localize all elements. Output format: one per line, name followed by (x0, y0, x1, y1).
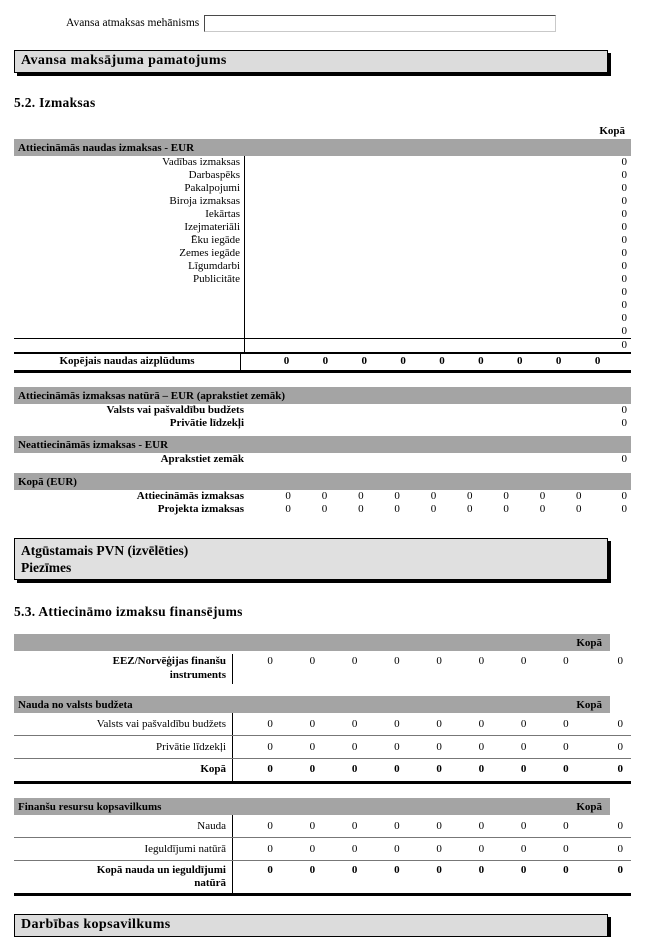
table-row (14, 713, 631, 736)
state-budget-table (14, 713, 631, 784)
section-bar-financial-summary (14, 798, 610, 815)
value-cell: 0 (436, 718, 442, 730)
value-cell: 0 (430, 503, 437, 515)
row-value: 0 (621, 234, 627, 246)
section-bar-label: Finanšu resursu kopsavilkums (18, 800, 162, 813)
advance-mechanism-label: Avansa atmaksas mehānisms (66, 17, 200, 29)
financial-summary-table (14, 815, 631, 896)
value-cell: 0 (478, 718, 485, 730)
value-cell: 0 (394, 741, 400, 753)
row-value: 0 (621, 182, 627, 194)
table-row (14, 195, 631, 208)
table-row (14, 404, 631, 417)
row-value: 0 (621, 260, 627, 272)
value-cells (241, 354, 631, 370)
table-total-row (14, 861, 631, 896)
value-cell: 0 (467, 503, 473, 515)
value-cell: 0 (285, 503, 291, 515)
value-cell: 0 (478, 355, 484, 367)
value-cell: 0 (309, 843, 316, 855)
value-cell: 0 (358, 490, 364, 502)
row-label (14, 299, 245, 312)
value-cell: 0 (321, 490, 328, 502)
value-cell: 0 (539, 490, 546, 502)
table-row (14, 156, 631, 169)
value-cell: 0 (576, 503, 582, 515)
row-value: 0 (621, 169, 627, 181)
value-cell: 0 (594, 355, 601, 367)
kopa-column-header: Kopā (599, 125, 625, 137)
value-cell: 0 (436, 655, 442, 667)
total-row-label: Kopējais naudas aizplūdums (14, 354, 241, 370)
section-bar-cash-costs (14, 139, 631, 156)
value-cell: 0 (520, 741, 527, 753)
table-row (14, 490, 631, 503)
table-row (14, 286, 631, 299)
value-cells (233, 815, 587, 837)
value-cell: 0 (351, 843, 358, 855)
row-label: Publicitāte (14, 273, 245, 286)
row-value: 0 (621, 404, 627, 416)
row-label (14, 286, 245, 299)
total-row-label: Kopā (14, 759, 233, 781)
row-total-value: 0 (617, 864, 623, 876)
table-row (14, 299, 631, 312)
row-value: 0 (621, 299, 627, 311)
value-cell: 0 (361, 355, 367, 367)
value-cell: 0 (478, 843, 485, 855)
value-cell: 0 (503, 490, 509, 502)
table-row (14, 221, 631, 234)
value-cells (233, 736, 587, 758)
value-cell: 0 (520, 763, 527, 775)
value-cell: 0 (267, 655, 273, 667)
value-cell: 0 (394, 503, 400, 515)
table-row (14, 338, 631, 352)
table-row (14, 417, 631, 430)
value-cell: 0 (285, 490, 291, 502)
table-row (14, 260, 631, 273)
row-label: Aprakstiet zemāk (160, 453, 244, 465)
section-bar-label: Kopā (EUR) (18, 475, 77, 488)
row-total-value: 0 (617, 763, 623, 775)
value-cell: 0 (309, 718, 316, 730)
value-cell: 0 (503, 503, 509, 515)
value-cell: 0 (309, 655, 316, 667)
table-row (14, 312, 631, 325)
value-cell: 0 (309, 864, 316, 876)
row-total-value: 0 (621, 490, 627, 502)
value-cell: 0 (563, 820, 569, 832)
value-cell: 0 (436, 864, 442, 876)
value-cell: 0 (478, 655, 485, 667)
value-cell: 0 (400, 355, 406, 367)
value-cell: 0 (394, 490, 400, 502)
value-cell: 0 (358, 503, 364, 515)
row-label: Biroja izmaksas (14, 195, 245, 208)
section-bar-inkind-costs (14, 387, 631, 404)
value-cell: 0 (351, 763, 358, 775)
total-row-label-line1: Kopā nauda un ieguldījumi (96, 864, 226, 876)
row-label-line2: instruments (169, 669, 226, 681)
table-row (14, 273, 631, 286)
row-total-value: 0 (617, 843, 623, 855)
row-label-line1: EEZ/Norvēģijas finanšu (112, 655, 226, 667)
row-label: Projekta izmaksas (157, 503, 244, 515)
total-row-label-line2: natūrā (194, 877, 226, 889)
table-row (14, 815, 631, 838)
value-cell: 0 (430, 490, 437, 502)
row-value: 0 (621, 325, 627, 337)
value-cells (233, 713, 587, 735)
table-row (14, 838, 631, 861)
banner-payment-justification: Avansa maksājuma pamatojums (14, 50, 608, 73)
value-cell: 0 (517, 355, 523, 367)
row-label: Ieguldījumi natūrā (14, 838, 233, 860)
value-cell: 0 (436, 820, 442, 832)
row-label: Valsts vai pašvaldību budžets (106, 404, 244, 416)
value-cell: 0 (478, 820, 485, 832)
value-cell: 0 (351, 741, 358, 753)
vat-select-label[interactable]: Atgūstamais PVN (izvēlēties) (21, 543, 189, 558)
row-label: Ēku iegāde (14, 234, 245, 247)
value-cell: 0 (520, 820, 527, 832)
value-cell: 0 (563, 843, 569, 855)
row-label: Vadības izmaksas (14, 156, 245, 169)
row-label (14, 312, 245, 325)
value-cells (233, 861, 587, 893)
row-label (14, 339, 245, 352)
value-cell: 0 (436, 843, 442, 855)
table-row (14, 503, 631, 516)
section-bar-total-eur (14, 473, 631, 490)
value-cells (248, 490, 597, 503)
value-cell: 0 (394, 820, 400, 832)
row-value: 0 (621, 453, 627, 465)
row-value: 0 (621, 221, 627, 233)
value-cell: 0 (267, 763, 273, 775)
value-cell: 0 (563, 864, 569, 876)
row-label: Nauda (14, 815, 233, 837)
row-value: 0 (621, 195, 627, 207)
value-cells (233, 759, 587, 781)
table-row (14, 453, 631, 466)
row-total-value: 0 (617, 820, 623, 832)
value-cell: 0 (555, 355, 562, 367)
value-cell: 0 (351, 820, 358, 832)
row-value: 0 (621, 417, 627, 429)
row-total-value: 0 (617, 741, 623, 753)
section-bar-label: Nauda no valsts budžeta (18, 698, 133, 711)
section-heading-52: 5.2. Izmaksas (14, 95, 96, 110)
value-cell: 0 (394, 763, 400, 775)
banner-activity-summary: Darbības kopsavilkums (14, 914, 608, 937)
row-value: 0 (621, 339, 627, 351)
value-cell: 0 (520, 843, 527, 855)
table-row (14, 234, 631, 247)
value-cell: 0 (520, 864, 527, 876)
value-cell: 0 (563, 655, 569, 667)
value-cell: 0 (267, 843, 273, 855)
kopa-column-header: Kopā (576, 698, 602, 711)
section-bar-state-budget (14, 696, 610, 713)
section-bar-label: Attiecināmās naudas izmaksas - EUR (18, 141, 195, 154)
value-cell: 0 (309, 741, 316, 753)
section-heading-53: 5.3. Attiecināmo izmaksu finansējums (14, 604, 243, 619)
row-total-value: 0 (621, 503, 627, 515)
row-value: 0 (621, 273, 627, 285)
row-label: Izejmateriāli (14, 221, 245, 234)
total-row-label (14, 861, 233, 893)
value-cell: 0 (351, 655, 358, 667)
financing-table (14, 654, 631, 684)
section-bar-financing (14, 634, 610, 651)
row-label: Iekārtas (14, 208, 245, 221)
row-label: Privātie līdzekļi (14, 736, 233, 758)
value-cell: 0 (394, 864, 400, 876)
value-cell: 0 (478, 741, 485, 753)
value-cell: 0 (394, 718, 400, 730)
row-label: Attiecināmās izmaksas (136, 490, 244, 502)
value-cell: 0 (309, 763, 316, 775)
row-value: 0 (621, 208, 627, 220)
table-row (14, 247, 631, 260)
row-label: Privātie līdzekļi (169, 417, 244, 429)
notes-label: Piezīmes (21, 560, 72, 575)
table-total-row (14, 759, 631, 784)
value-cell: 0 (520, 655, 527, 667)
row-label: Zemes iegāde (14, 247, 245, 260)
row-label: Līgumdarbi (14, 260, 245, 273)
value-cell: 0 (467, 490, 473, 502)
row-value: 0 (621, 312, 627, 324)
value-cell: 0 (478, 864, 485, 876)
table-row (14, 736, 631, 759)
table-row (14, 208, 631, 221)
table-row (14, 169, 631, 182)
value-cells (248, 503, 597, 516)
row-label: Pakalpojumi (14, 182, 245, 195)
value-cell: 0 (436, 763, 442, 775)
value-cell: 0 (563, 718, 569, 730)
section-bar-noneligible-costs (14, 436, 631, 453)
row-label: Valsts vai pašvaldību budžets (14, 713, 233, 735)
value-cell: 0 (520, 718, 527, 730)
row-value: 0 (621, 247, 627, 259)
value-cell: 0 (321, 503, 328, 515)
kopa-column-header: Kopā (576, 800, 602, 813)
cash-outflow-total-row (14, 352, 631, 373)
kopa-column-header: Kopā (576, 636, 602, 649)
vat-notes-box (14, 538, 608, 580)
value-cell: 0 (436, 741, 442, 753)
value-cell: 0 (563, 763, 569, 775)
table-row (14, 654, 631, 684)
value-cell: 0 (394, 843, 400, 855)
value-cell: 0 (394, 655, 400, 667)
value-cell: 0 (267, 820, 273, 832)
row-total-value: 0 (617, 718, 623, 730)
row-value: 0 (621, 286, 627, 298)
value-cell: 0 (576, 490, 582, 502)
value-cells (233, 838, 587, 860)
value-cell: 0 (439, 355, 445, 367)
section-bar-label: Neattiecināmās izmaksas - EUR (18, 438, 169, 451)
row-label (14, 654, 233, 684)
value-cell: 0 (478, 763, 485, 775)
table-row (14, 325, 631, 338)
row-value: 0 (621, 156, 627, 168)
table-row (14, 182, 631, 195)
value-cell: 0 (351, 864, 358, 876)
section-bar-label: Attiecināmās izmaksas natūrā – EUR (aprakstiet zemāk) (18, 389, 286, 402)
value-cells (233, 654, 587, 684)
value-cell: 0 (539, 503, 546, 515)
row-label: Darbaspēks (14, 169, 245, 182)
value-cell: 0 (283, 355, 290, 367)
value-cell: 0 (322, 355, 329, 367)
value-cell: 0 (563, 741, 569, 753)
value-cell: 0 (267, 741, 273, 753)
value-cell: 0 (267, 864, 273, 876)
row-total-value: 0 (617, 655, 623, 667)
cash-costs-table (14, 156, 631, 352)
advance-mechanism-row (66, 14, 631, 32)
value-cell: 0 (309, 820, 316, 832)
advance-mechanism-input[interactable] (204, 15, 556, 32)
value-cell: 0 (351, 718, 358, 730)
row-label (14, 325, 245, 338)
value-cell: 0 (267, 718, 273, 730)
